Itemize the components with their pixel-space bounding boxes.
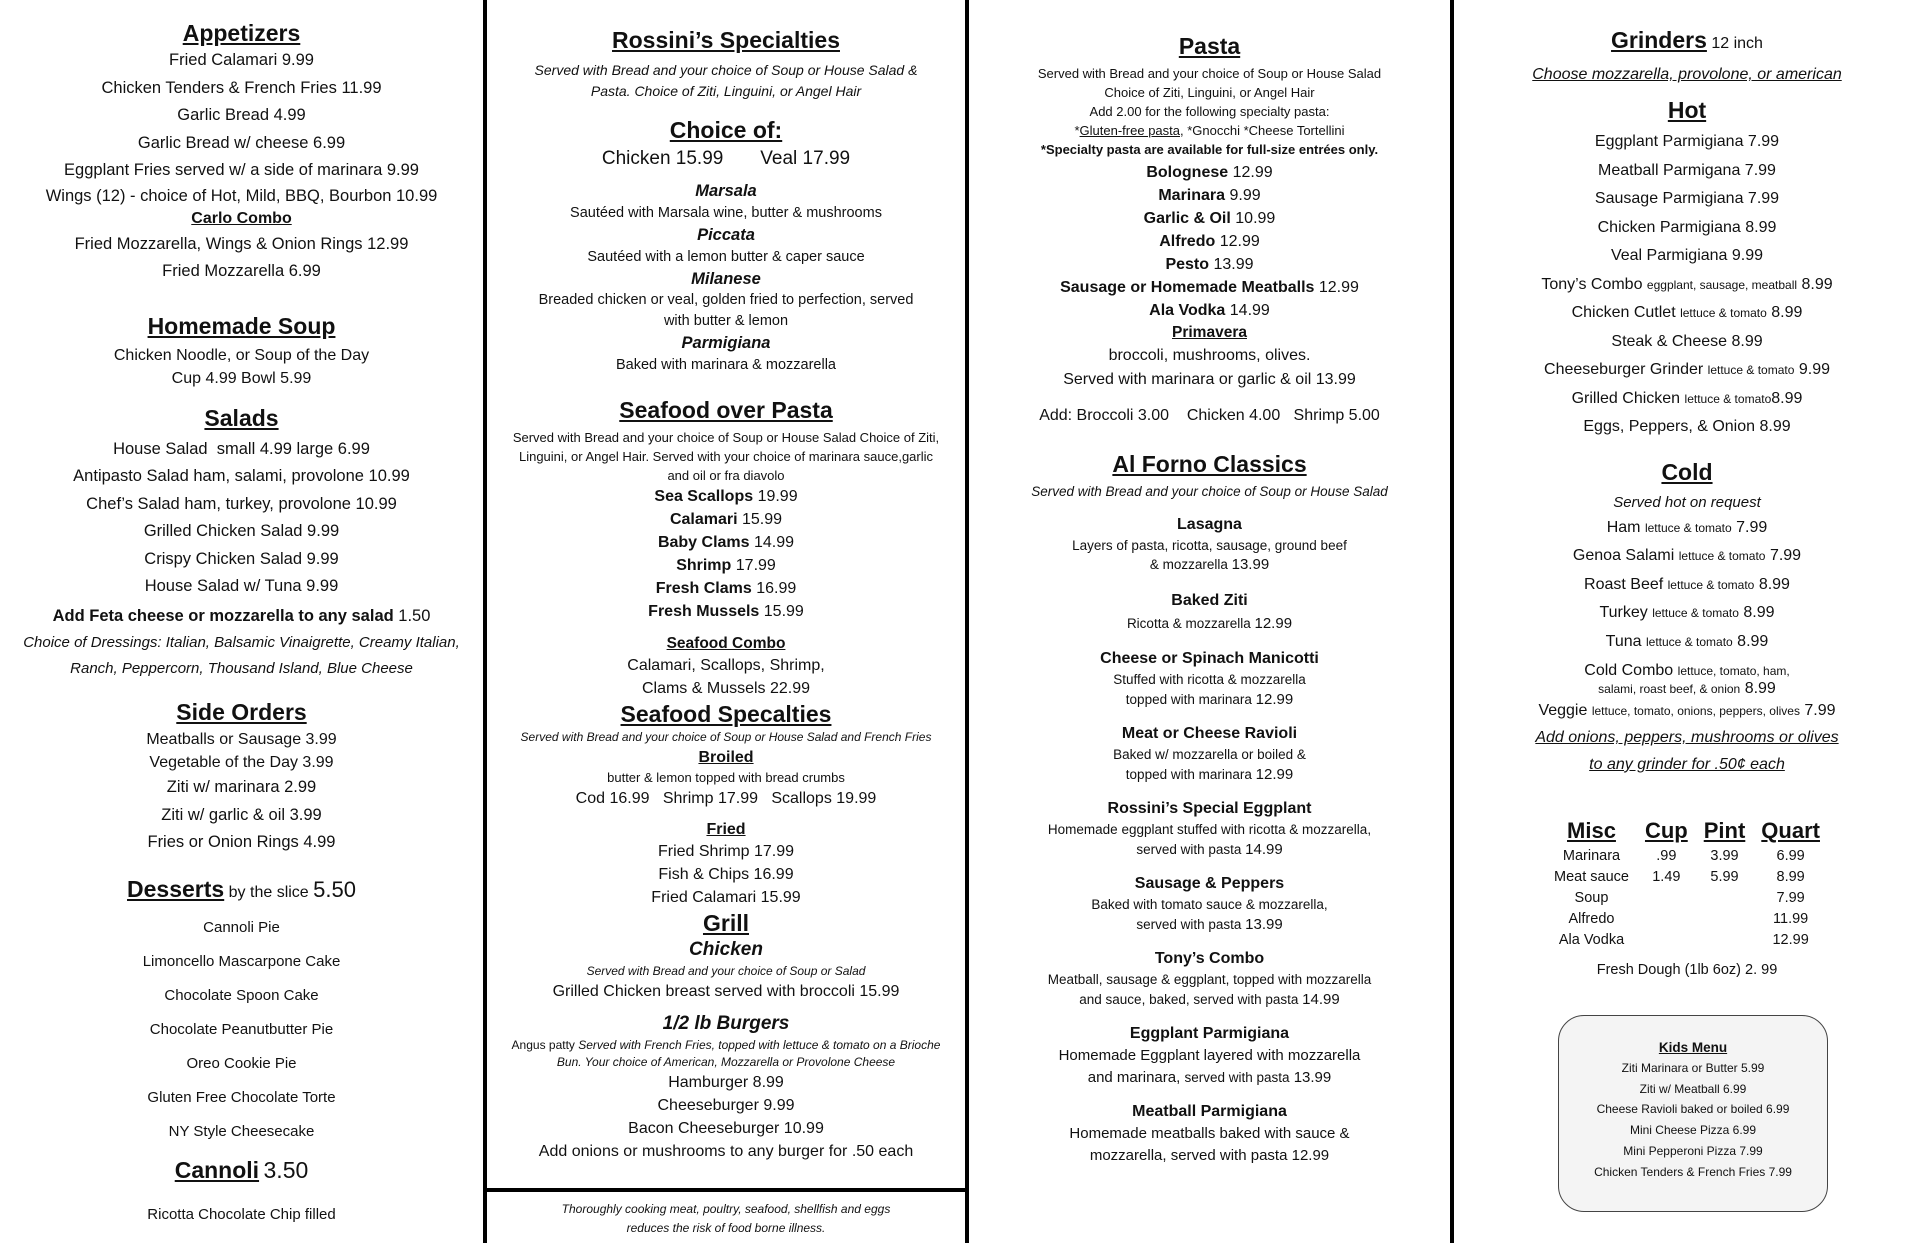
style-desc: Baked with marinara & mozzarella (615, 357, 836, 373)
pasta-line: Choice of Ziti, Linguini, or Angel Hair (1104, 85, 1315, 100)
column-1 (0, 0, 483, 1243)
list-item: Sea Scallops 19.99 (654, 488, 798, 505)
primavera-heading: Primavera (1172, 324, 1247, 341)
list-item: Eggplant Parmigiana 7.99 (1594, 133, 1780, 150)
list-item: Veal Parmigiana 9.99 (1610, 247, 1764, 264)
list-item: Antipasto Salad ham, salami, provolone 10.99 (73, 467, 410, 485)
list-item: Chicken Tenders & French Fries 11.99 (101, 78, 382, 97)
list-item: Ziti w/ marinara 2.99 (166, 778, 317, 796)
chicken-heading: Chicken (689, 939, 763, 960)
chicken-sub: Served with Bread and your choice of Soup or Salad (586, 964, 866, 978)
table-header (1546, 816, 1828, 846)
fresh-dough: Fresh Dough (1lb 6oz) 2. 99 (1596, 962, 1778, 978)
list-item: Ziti Marinara or Butter 5.99 (1621, 1061, 1765, 1075)
list-item: Tony’s Combo eggplant, sausage, meatball 8.99 (1541, 275, 1833, 293)
cold-combo-desc: salami, roast beef, & onion 8.99 (1598, 680, 1776, 697)
list-item: Garlic Bread 4.99 (177, 106, 306, 124)
column-2 (483, 0, 969, 1243)
list-item: Mini Cheese Pizza 6.99 (1629, 1123, 1757, 1138)
list-item: Cup 4.99 Bowl 5.99 (171, 369, 312, 387)
cannoli-heading: Cannoli 3.50 (174, 1156, 309, 1183)
choice-heading: Choice of: (669, 117, 783, 143)
grinder-addons: Add onions, peppers, mushrooms or olives (1535, 729, 1839, 746)
desserts-heading: Desserts by the slice 5.50 (127, 875, 356, 902)
sides-heading: Side Orders (176, 699, 307, 725)
pasta-line: Served with Bread and your choice of Soup or House Salad (1037, 66, 1382, 81)
cell: Soup (1574, 890, 1609, 906)
cell: 3.99 (1710, 848, 1739, 864)
list-item: Garlic & Oil 10.99 (1143, 210, 1276, 227)
cold-grinders-list (1454, 514, 1920, 657)
pasta-line: Add 2.00 for the following specialty pasta: (1089, 104, 1330, 119)
list-item: House Salad small 4.99 large 6.99 (113, 439, 370, 458)
column-3 (969, 0, 1454, 1243)
specialty-pasta-note: *Specialty pasta are available for full-size entrées only. (1040, 142, 1379, 157)
style-name: Milanese (691, 270, 761, 288)
dish-name: Meat or Cheese Ravioli (1121, 725, 1298, 742)
table-row (1546, 867, 1828, 888)
list-item: Pesto 13.99 (1165, 256, 1254, 273)
list-item: Vegetable of the Day 3.99 (149, 754, 334, 771)
choice-prices: Chicken 15.99 Veal 17.99 (601, 148, 851, 169)
cell (1637, 909, 1696, 930)
kids-menu-heading: Kids Menu (1658, 1040, 1728, 1055)
list-item: Fried Calamari 15.99 (651, 889, 801, 906)
dish-desc: & mozzarella 13.99 (1149, 556, 1270, 573)
list-item: Eggs, Peppers, & Onion 8.99 (1583, 418, 1791, 435)
list-item: Fresh Clams 16.99 (655, 580, 797, 597)
list-item: Shrimp 17.99 (676, 557, 776, 574)
list-item: Ala Vodka 14.99 (1149, 302, 1270, 319)
table-row (1546, 909, 1828, 930)
cannoli-desc: Ricotta Chocolate Chip filled (147, 1205, 336, 1223)
seafood-pasta-heading: Seafood over Pasta (619, 397, 833, 423)
seafood-specialties-sub: Served with Bread and your choice of Soup or House Salad and French Fries (520, 730, 932, 744)
list-item: Chocolate Peanutbutter Pie (149, 1020, 334, 1038)
cell: Alfredo (1568, 911, 1615, 927)
list-item: Tuna lettuce & tomato 8.99 (1605, 632, 1769, 650)
list-item: Bolognese 12.99 (1146, 164, 1273, 181)
broiled-items: Cod 16.99 Shrimp 17.99 Scallops 19.99 (575, 790, 877, 807)
cell (1696, 888, 1754, 909)
list-item: Meatballs or Sausage 3.99 (146, 731, 337, 748)
list-item: Cheese Ravioli baked or boiled 6.99 (1596, 1102, 1790, 1117)
list-item: Meatball Parmigana 7.99 (1598, 161, 1776, 179)
list-item: NY Style Cheesecake (168, 1122, 315, 1140)
dish-desc: mozzarella, served with pasta 12.99 (1089, 1147, 1330, 1164)
dish-name: Rossini’s Special Eggplant (1107, 800, 1312, 817)
specialty-pasta-list: *Gluten-free pasta, *Gnocchi *Cheese Tortellini (1074, 123, 1345, 138)
dish-desc: served with pasta 14.99 (1136, 841, 1283, 858)
dish-desc: Ricotta & mozzarella 12.99 (1126, 615, 1293, 632)
dish-desc: topped with marinara 12.99 (1125, 766, 1294, 783)
list-item: Cheeseburger 9.99 (657, 1097, 795, 1114)
salads-heading: Salads (204, 404, 279, 431)
list-item: Fish & Chips 16.99 (658, 866, 794, 883)
list-item: House Salad w/ Tuna 9.99 (144, 577, 339, 595)
list-item: Chocolate Spoon Cake (164, 986, 319, 1004)
list-item: Alfredo 12.99 (1159, 233, 1260, 250)
style-desc: Breaded chicken or veal, golden fried to perfection, served with butter & lemon (538, 292, 914, 329)
list-item: Add onions or mushrooms to any burger for .50 each (538, 1143, 914, 1160)
dish-desc: and marinara, served with pasta 13.99 (1087, 1069, 1332, 1086)
list-item: Gluten Free Chocolate Torte (147, 1088, 336, 1106)
dish-desc: Meatball, sausage & eggplant, topped with mozzarella (1047, 972, 1372, 987)
appetizers-list (0, 47, 483, 207)
primavera-desc: broccoli, mushrooms, olives. (1108, 347, 1311, 364)
hot-grinders-list (1454, 128, 1920, 442)
dish-desc: topped with marinara 12.99 (1125, 691, 1294, 708)
cell: Meat sauce (1554, 869, 1629, 885)
list-item: Cannoli Pie (203, 918, 280, 936)
desserts-list (0, 911, 483, 1149)
style-desc: Sautéed with a lemon butter & caper sauce (587, 249, 865, 265)
list-item: Sausage Parmigiana 7.99 (1594, 190, 1780, 207)
dish-name: Tony’s Combo (1154, 950, 1265, 967)
list-item: Garlic Bread w/ cheese 6.99 (137, 133, 346, 152)
cell: 11.99 (1773, 911, 1809, 927)
dish-name: Meatball Parmigiana (1132, 1103, 1287, 1120)
list-item: Genoa Salami lettuce & tomato 7.99 (1572, 547, 1802, 564)
cell: 6.99 (1776, 848, 1805, 864)
burgers-sub: Angus patty Served with French Fries, topped with lettuce & tomato on a Brioche Bun. Your choice of American, Mozzarella or Provolone Cheese (511, 1038, 941, 1069)
table-row (1546, 846, 1828, 867)
list-item: Crispy Chicken Salad 9.99 (144, 549, 339, 568)
veggie-item: Veggie lettuce, tomato, onions, peppers, olives 7.99 (1538, 702, 1836, 719)
style-name: Piccata (697, 226, 755, 244)
cell: 8.99 (1776, 869, 1805, 885)
primavera-serve: Served with marinara or garlic & oil 13.99 (1063, 371, 1356, 388)
list-item: Wings (12) - choice of Hot, Mild, BBQ, Bourbon 10.99 (45, 186, 438, 205)
list-item: Roast Beef lettuce & tomato 8.99 (1584, 575, 1790, 593)
list-item: Steak & Cheese 8.99 (1611, 332, 1763, 350)
list-item: Limoncello Mascarpone Cake (142, 952, 341, 970)
list-item: Calamari, Scallops, Shrimp, (627, 657, 825, 674)
list-item: Turkey lettuce & tomato 8.99 (1599, 604, 1775, 621)
salads-list (0, 436, 483, 601)
list-item: Ziti w/ Meatball 6.99 (1639, 1081, 1747, 1096)
soup-heading: Homemade Soup (147, 312, 336, 339)
dish-desc: Baked with tomato sauce & mozzarella, (1091, 897, 1328, 912)
list-item: Cheeseburger Grinder lettuce & tomato 9.99 (1544, 361, 1830, 378)
cell (1637, 888, 1696, 909)
dish-name: Baked Ziti (1171, 592, 1248, 609)
hot-heading: Hot (1667, 97, 1707, 123)
carlo-combo-heading: Carlo Combo (191, 209, 292, 227)
misc-table (1546, 816, 1828, 951)
specialties-sub: Served with Bread and your choice of Soup or House Salad & Pasta. Choice of Ziti, Linguini, or Angel Hair (534, 62, 918, 99)
list-item: Fried Mozzarella, Wings & Onion Rings 12.99 (74, 234, 409, 253)
list-item: Baby Clams 14.99 (657, 534, 795, 551)
seafood-combo-heading: Seafood Combo (666, 635, 786, 652)
dish-desc: Homemade meatballs baked with sauce & (1069, 1125, 1350, 1142)
cell: 5.99 (1710, 869, 1739, 885)
list-item: Chef’s Salad ham, turkey, provolone 10.99 (86, 494, 397, 513)
dish-desc: Baked w/ mozzarella or boiled & (1113, 747, 1306, 762)
list-item: Fried Shrimp 17.99 (657, 843, 795, 860)
salad-addon: Add Feta cheese or mozzarella to any salad 1.50 (52, 606, 431, 625)
list-item: Eggplant Fries served w/ a side of marinara 9.99 (64, 161, 419, 179)
dish-desc: Layers of pasta, ricotta, sausage, ground beef (1072, 538, 1347, 553)
dish-desc: Homemade eggplant stuffed with ricotta & mozzarella, (1047, 822, 1372, 837)
grill-heading: Grill (702, 910, 749, 936)
style-desc: Sautéed with Marsala wine, butter & mushrooms (570, 205, 882, 221)
cell (1637, 930, 1696, 951)
alforno-list (969, 514, 1450, 1167)
cell: 12.99 (1772, 932, 1809, 948)
grinder-addons: to any grinder for .50¢ each (1589, 756, 1785, 773)
list-item: Bacon Cheeseburger 10.99 (628, 1120, 824, 1137)
list-item: Fried Mozzarella 6.99 (162, 262, 321, 280)
cold-heading: Cold (1661, 458, 1713, 485)
pasta-heading: Pasta (1178, 33, 1241, 59)
list-item: Chicken Cutlet lettuce & tomato 8.99 (1571, 304, 1803, 321)
list-item: Ziti w/ garlic & oil 3.99 (161, 805, 322, 824)
cold-combo: Cold Combo lettuce, tomato, ham, (1584, 662, 1790, 679)
header-pint: Pint (1703, 818, 1746, 843)
food-safety-notice: Thoroughly cooking meat, poultry, seafood, shellfish and eggs reduces the risk of food borne illness. (487, 1188, 965, 1243)
specialties-heading: Rossini’s Specialties (612, 27, 840, 53)
list-item: Chicken Parmigiana 8.99 (1597, 218, 1777, 236)
grinders-heading: Grinders 12 inch (1611, 27, 1763, 53)
broiled-heading: Broiled (698, 749, 754, 766)
list-item: Chicken Tenders & French Fries 7.99 (1594, 1164, 1792, 1179)
header-cup: Cup (1644, 818, 1688, 843)
dressings-note: Choice of Dressings: Italian, Balsamic Vinaigrette, Creamy Italian, Ranch, Peppercorn, Thousand Island, Blue Cheese (23, 634, 460, 677)
list-item: Calamari 15.99 (669, 511, 783, 528)
appetizers-heading: Appetizers (182, 20, 301, 46)
dish-name: Cheese or Spinach Manicotti (1100, 650, 1319, 667)
list-item: Sausage or Homemade Meatballs 12.99 (1060, 279, 1359, 296)
list-item: Chicken Noodle, or Soup of the Day (113, 346, 370, 364)
pasta-list (969, 161, 1450, 322)
alforno-heading: Al Forno Classics (1112, 451, 1307, 477)
seafood-specialties-heading: Seafood Specalties (620, 701, 832, 727)
list-item: Oreo Cookie Pie (186, 1054, 297, 1072)
cell: 7.99 (1776, 890, 1805, 906)
kids-menu-box (1558, 1015, 1828, 1212)
chicken-item: Grilled Chicken breast served with broccoli 15.99 (552, 983, 900, 1000)
table-row (1546, 888, 1828, 909)
dish-name: Lasagna (1177, 516, 1242, 533)
table-row (1546, 930, 1828, 951)
list-item: Grilled Chicken lettuce & tomato8.99 (1571, 389, 1803, 407)
list-item: Fried Calamari 9.99 (169, 51, 314, 69)
dish-desc: Stuffed with ricotta & mozzarella (1113, 672, 1306, 687)
dish-desc: Homemade Eggplant layered with mozzarella (1058, 1047, 1361, 1064)
list-item: Ham lettuce & tomato 7.99 (1606, 518, 1768, 536)
list-item: Marinara 9.99 (1158, 187, 1261, 204)
cell: 1.49 (1652, 869, 1681, 885)
cell (1696, 909, 1754, 930)
cold-sub: Served hot on request (1613, 493, 1761, 511)
dish-name: Sausage & Peppers (1134, 875, 1285, 892)
cell: .99 (1656, 848, 1677, 864)
alforno-sub: Served with Bread and your choice of Soup or House Salad (1031, 484, 1388, 499)
fried-heading: Fried (706, 821, 746, 838)
list-item: Hamburger 8.99 (668, 1074, 784, 1091)
pasta-addons: Add: Broccoli 3.00 Chicken 4.00 Shrimp 5.00 (1039, 407, 1380, 424)
header-quart: Quart (1761, 818, 1820, 843)
style-name: Parmigiana (681, 334, 771, 352)
list-item: Fries or Onion Rings 4.99 (147, 833, 336, 851)
list-item: Fresh Mussels 15.99 (648, 603, 804, 620)
seafood-pasta-sub: Served with Bread and your choice of Soup or House Salad Choice of Ziti, Linguini, or Angel Hair. Served with your choice of marinara sauce,garlic and oil or fra diavolo (512, 430, 940, 483)
broiled-desc: butter & lemon topped with bread crumbs (607, 770, 845, 785)
header-misc: Misc (1567, 818, 1616, 843)
list-item: Clams & Mussels 22.99 (641, 680, 811, 697)
seafood-pasta-list (487, 485, 965, 623)
cell: Marinara (1562, 848, 1621, 864)
list-item: Grilled Chicken Salad 9.99 (143, 522, 340, 540)
dish-desc: and sauce, baked, served with pasta 14.99 (1079, 991, 1340, 1008)
cell: Ala Vodka (1558, 932, 1625, 948)
grinders-sub: Choose mozzarella, provolone, or american (1532, 66, 1842, 83)
style-name: Marsala (695, 182, 757, 200)
list-item: Mini Pepperoni Pizza 7.99 (1623, 1143, 1763, 1158)
dish-desc: served with pasta 13.99 (1136, 916, 1283, 933)
cell (1696, 930, 1754, 951)
dish-name: Eggplant Parmigiana (1129, 1025, 1290, 1042)
styles-list (487, 180, 965, 376)
burgers-heading: 1/2 lb Burgers (662, 1013, 790, 1034)
column-4 (1454, 0, 1920, 1243)
